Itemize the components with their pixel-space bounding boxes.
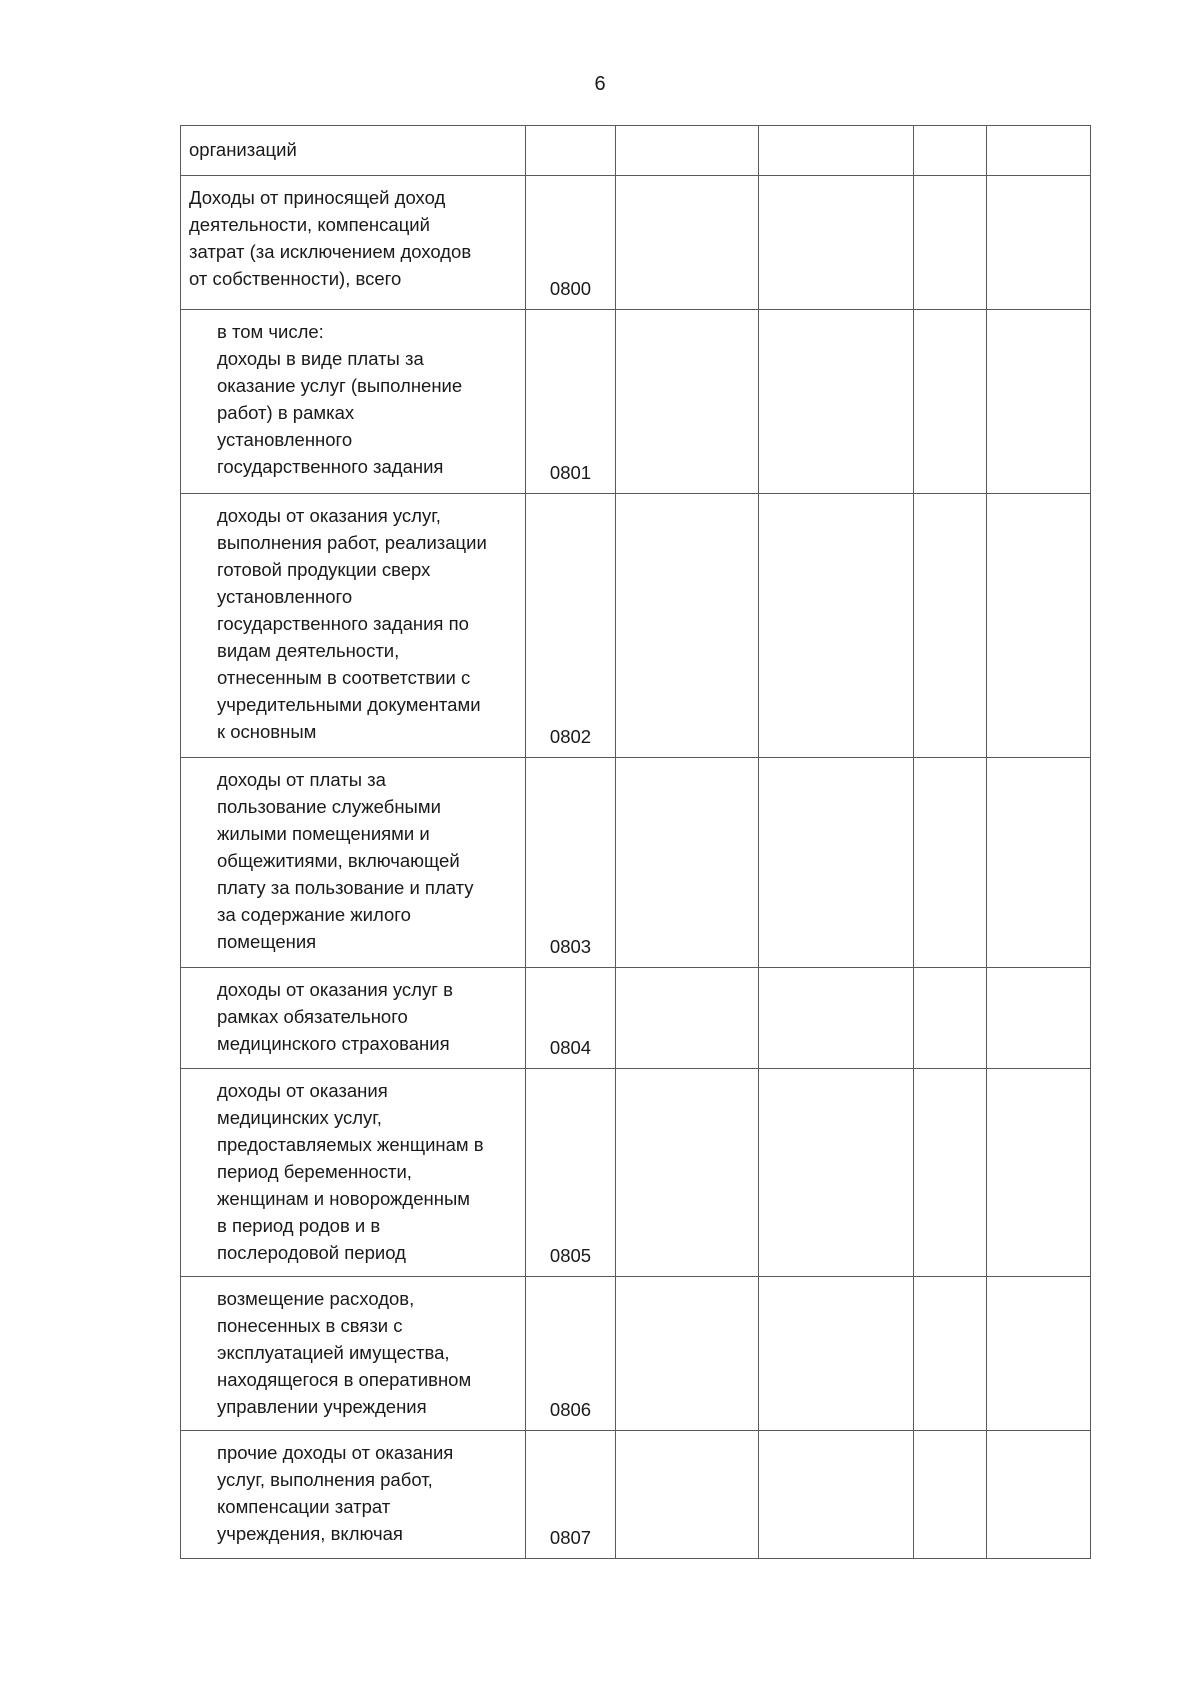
value-cell — [616, 310, 759, 494]
value-cell — [914, 758, 987, 968]
row-label — [181, 968, 526, 1069]
value-cell — [914, 968, 987, 1069]
row-code: 0801 — [526, 310, 616, 494]
label-line: выполнения работ, реализации — [217, 532, 487, 553]
label-line: к основным — [217, 721, 317, 742]
label-line: установленного — [217, 586, 353, 607]
row-code: 0800 — [526, 176, 616, 310]
row-label — [181, 176, 526, 310]
value-cell — [616, 758, 759, 968]
value-cell — [616, 968, 759, 1069]
value-cell — [616, 494, 759, 758]
row-code: 0803 — [526, 758, 616, 968]
value-cell — [987, 1431, 1091, 1559]
label-line: предоставляемых женщинам в — [217, 1134, 484, 1155]
label-line: видам деятельности, — [217, 640, 400, 661]
label-line: доходы от платы за — [217, 769, 386, 790]
label-line: деятельности, компенсаций — [189, 214, 430, 235]
label-line: прочие доходы от оказания — [217, 1442, 454, 1463]
page-number: 6 — [594, 73, 606, 95]
label-line: государственного задания — [217, 456, 444, 477]
label-line: послеродовой период — [217, 1242, 406, 1263]
value-cell — [987, 126, 1091, 176]
label-line: женщинам и новорожденным — [217, 1188, 470, 1209]
row-label — [181, 126, 526, 176]
row-code: 0802 — [526, 494, 616, 758]
table-row — [181, 176, 1091, 310]
value-cell — [759, 310, 914, 494]
value-cell — [759, 126, 914, 176]
row-label — [181, 310, 526, 494]
row-code: 0804 — [526, 968, 616, 1069]
value-cell — [987, 176, 1091, 310]
value-cell — [616, 126, 759, 176]
label-line: находящегося в оперативном — [217, 1369, 472, 1390]
label-line: медицинских услуг, — [217, 1107, 382, 1128]
row-label — [181, 1277, 526, 1431]
value-cell — [759, 1277, 914, 1431]
income-table — [180, 125, 1091, 1559]
label-line: в том числе: — [217, 321, 324, 342]
label-line: плату за пользование и плату — [217, 877, 474, 898]
table-row — [181, 968, 1091, 1069]
row-label — [181, 1431, 526, 1559]
label-line: понесенных в связи с — [217, 1315, 403, 1336]
table-row — [181, 126, 1091, 176]
row-label — [181, 1069, 526, 1277]
row-code — [526, 126, 616, 176]
value-cell — [759, 758, 914, 968]
value-cell — [987, 758, 1091, 968]
table-row — [181, 1069, 1091, 1277]
label-line: работ) в рамках — [217, 402, 355, 423]
label-line: за содержание жилого — [217, 904, 411, 925]
table-row — [181, 494, 1091, 758]
value-cell — [914, 494, 987, 758]
label-line: установленного — [217, 429, 353, 450]
value-cell — [914, 1069, 987, 1277]
label-line: государственного задания по — [217, 613, 469, 634]
value-cell — [759, 176, 914, 310]
label-line: услуг, выполнения работ, — [217, 1469, 433, 1490]
table-row — [181, 1277, 1091, 1431]
table-row — [181, 310, 1091, 494]
label-line: доходы в виде платы за — [217, 348, 424, 369]
row-label — [181, 494, 526, 758]
label-line: возмещение расходов, — [217, 1288, 415, 1309]
value-cell — [914, 126, 987, 176]
label-line: медицинского страхования — [217, 1033, 450, 1054]
label-line: отнесенным в соответствии с — [217, 667, 471, 688]
row-code: 0806 — [526, 1277, 616, 1431]
value-cell — [914, 1431, 987, 1559]
label-line: от собственности), всего — [189, 268, 402, 289]
table-row — [181, 1431, 1091, 1559]
label-line: управлении учреждения — [217, 1396, 427, 1417]
label-line: период беременности, — [217, 1161, 412, 1182]
value-cell — [914, 310, 987, 494]
label-line: рамках обязательного — [217, 1006, 408, 1027]
value-cell — [616, 1277, 759, 1431]
row-code: 0805 — [526, 1069, 616, 1277]
label-line: оказание услуг (выполнение — [217, 375, 463, 396]
row-code: 0807 — [526, 1431, 616, 1559]
label-line: доходы от оказания услуг, — [217, 505, 441, 526]
value-cell — [759, 968, 914, 1069]
value-cell — [759, 1069, 914, 1277]
label-line: пользование служебными — [217, 796, 441, 817]
label-line: учреждения, включая — [217, 1523, 403, 1544]
value-cell — [914, 176, 987, 310]
value-cell — [616, 176, 759, 310]
value-cell — [616, 1069, 759, 1277]
label-line: организаций — [189, 139, 297, 160]
value-cell — [987, 1069, 1091, 1277]
value-cell — [987, 1277, 1091, 1431]
label-line: затрат (за исключением доходов — [189, 241, 472, 262]
row-label — [181, 758, 526, 968]
label-line: жилыми помещениями и — [217, 823, 430, 844]
label-line: доходы от оказания услуг в — [217, 979, 453, 1000]
value-cell — [987, 968, 1091, 1069]
value-cell — [987, 494, 1091, 758]
value-cell — [616, 1431, 759, 1559]
table-row — [181, 758, 1091, 968]
label-line: компенсации затрат — [217, 1496, 391, 1517]
label-line: в период родов и в — [217, 1215, 381, 1236]
value-cell — [759, 1431, 914, 1559]
value-cell — [914, 1277, 987, 1431]
label-line: учредительными документами — [217, 694, 481, 715]
label-line: общежитиями, включающей — [217, 850, 460, 871]
label-line: Доходы от приносящей доход — [189, 187, 446, 208]
value-cell — [987, 310, 1091, 494]
label-line: помещения — [217, 931, 317, 952]
label-line: доходы от оказания — [217, 1080, 388, 1101]
label-line: эксплуатацией имущества, — [217, 1342, 450, 1363]
value-cell — [759, 494, 914, 758]
label-line: готовой продукции сверх — [217, 559, 431, 580]
